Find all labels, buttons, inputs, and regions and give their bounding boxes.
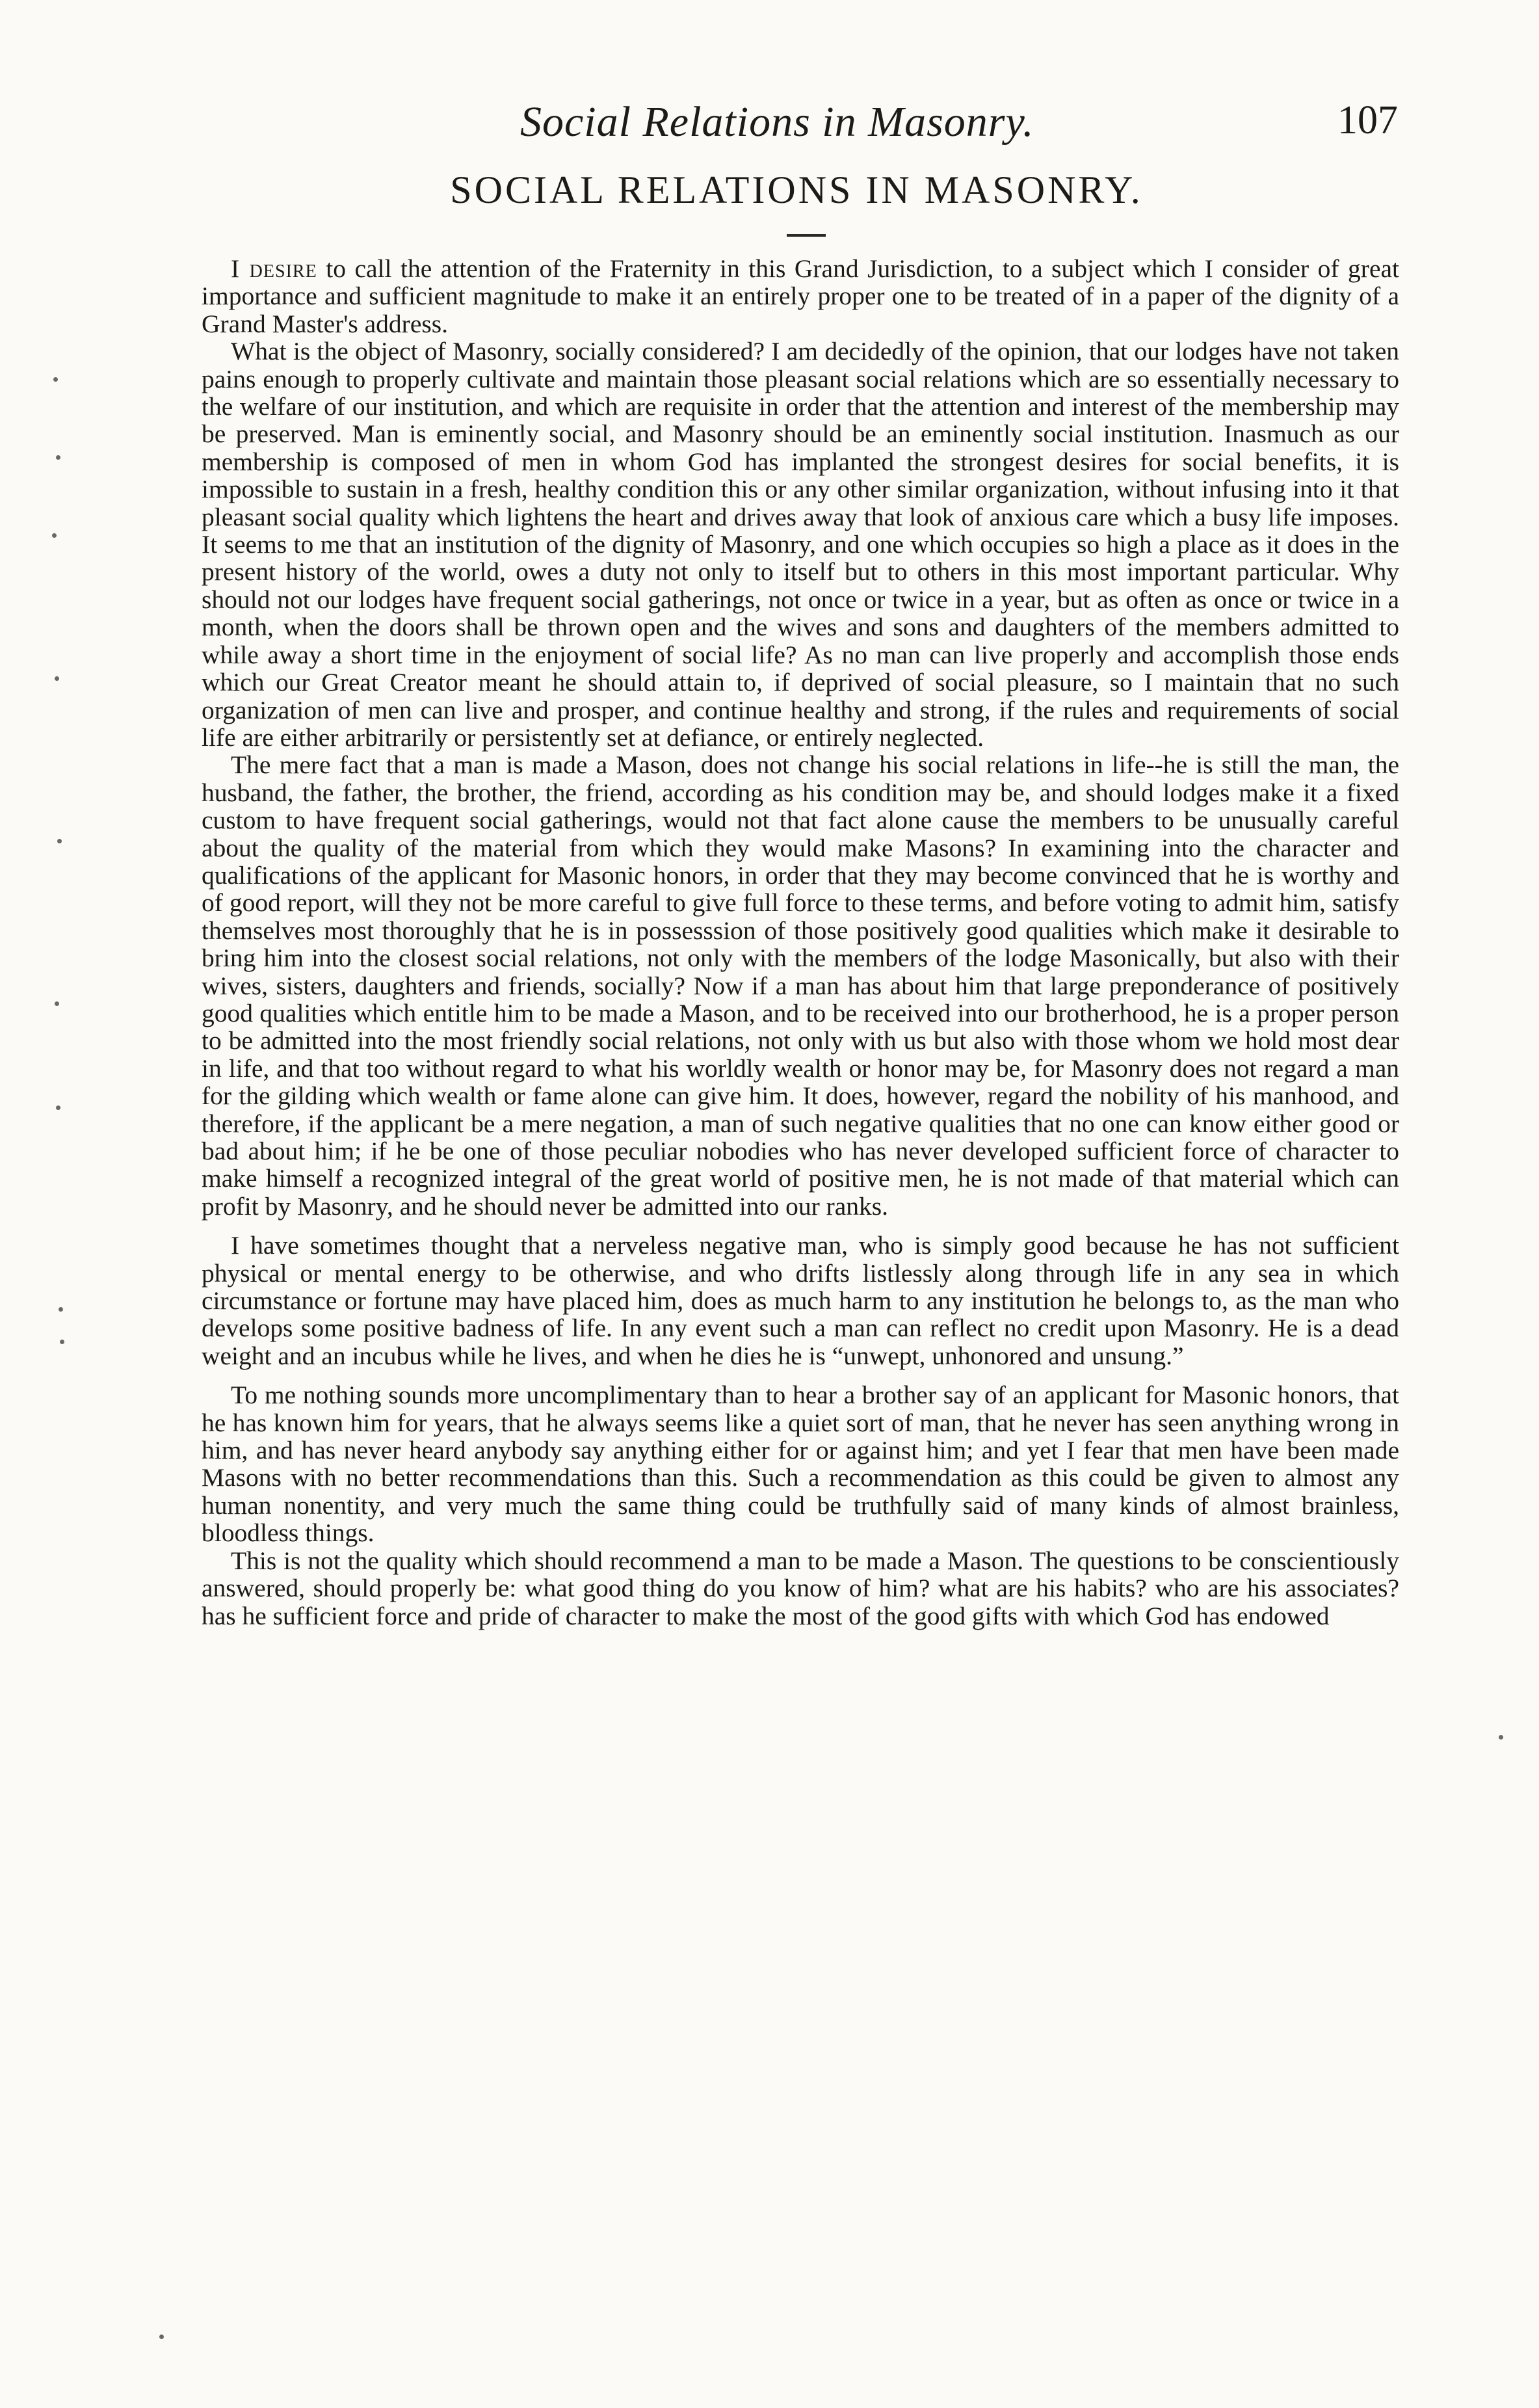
paragraph-text: This is not the quality which should recommend a man to be made a Mason. The questions to be conscientiously answered, should properly be: what good thing do you know of him? what are his habits? who are his associates? has he sufficient force and pride of character to make the most of the good gifts with which God has endowed: [202, 1546, 1399, 1630]
margin-speck: [1499, 1735, 1503, 1740]
paragraph-6: [202, 1547, 1399, 1630]
margin-speck: [53, 377, 58, 382]
article-title: SOCIAL RELATIONS IN MASONRY.: [450, 168, 1143, 211]
paragraph-text: To me nothing sounds more uncomplimentary than to hear a brother say of an applicant for Masonic honors, that he has known him for years, that he always seems like a quiet sort of man, that he never has seen anything wrong in him, and has never heard anybody say anything either for or against him; and yet I fear that men have been made Masons with no better recommendations than this. Such a recommendation as this could be given to almost any human nonentity, and very much the same thing could be truthfully said of many kinds of almost brainless, bloodless things.: [202, 1381, 1399, 1548]
paragraph-text: What is the object of Masonry, socially considered? I am decidedly of the opinion, that our lodges have not taken pains enough to properly cultivate and maintain those pleasant social relations which are so essentially necessary to the welfare of our institution, and which are requisite in order that the attention and interest of the membership may be preserved. Man is eminently social, and Masonry should be an eminently social institution. Inasmuch as our membership is composed of men in whom God has implanted the strongest desires for social benefits, it is impossible to sustain in a fresh, healthy condition this or any other similar organization, without infusing into it that pleasant social quality which lightens the heart and drives away that look of anxious care which a busy life imposes. It seems to me that an institution of the dignity of Masonry, and one which occupies so high a place as it does in the present history of the world, owes a duty not only to itself but to others in this most important particular. Why should not our lodges have frequent social gatherings, not once or twice in a year, but as often as once or twice in a month, when the doors shall be thrown open and the wives and sons and daughters of the members admitted to while away a short time in the enjoyment of social life? As no man can live properly and accomplish those ends which our Great Creator meant he should attain to, if deprived of social pleasure, so I maintain that no such organization of men can live and prosper, and continue healthy and strong, if the rules and requirements of social life are either arbitrarily or persistently set at defiance, or entirely neglected.: [202, 337, 1399, 752]
paragraph-text: I have sometimes thought that a nerveless negative man, who is simply good because he has not sufficient physical or mental energy to be otherwise, and who drifts listlessly along through life in any sea in which circumstance or fortune may have placed him, does as much harm to any institution he belongs to, as the man who develops some positive badness of life. In any event such a man can reflect no credit upon Masonry. He is a dead weight and an incubus while he lives, and when he dies he is “unwept, unhonored and unsung.”: [202, 1231, 1399, 1370]
paragraph-text: The mere fact that a man is made a Mason, does not change his social relations in life--he is still the man, the husband, the father, the brother, the friend, according as his condition may be, and should lodges make it a fixed custom to have frequent social gatherings, would not that fact alone cause the members to be unusually careful about the quality of the material from which they would make Masons? In examining into the character and qualifications of the applicant for Masonic honors, in order that they may become convinced that he is worthy and of good report, will they not be more careful to give full force to these terms, and before voting to admit him, satisfy themselves most thoroughly that he is in possesssion of those positively good qualities which make it desirable to bring him into the closest social relations, not only with the members of the lodge Masonically, but also with their wives, sisters, daughters and friends, socially? Now if a man has about him that large preponderance of positively good qualities which entitle him to be made a Mason, and to be received into our brotherhood, he is a proper person to be admitted into the most friendly social relations, not only with us but also with those whom we hold most dear in life, and that too without regard to what his worldly wealth or honor may be, for Masonry does not regard a man for the gilding which wealth or fame alone can give him. It does, however, regard the nobility of his manhood, and therefore, if the applicant be a mere negation, a man of such negative qualities that no one can know either good or bad about him; if he be one of those peculiar nobodies who has never developed sufficient force of character to make himself a recognized integral of the great world of positive men, he is not made of that material which can profit by Masonry, and he should never be admitted into our ranks.: [202, 750, 1399, 1221]
margin-speck: [60, 1340, 64, 1344]
paragraph-1: [202, 255, 1399, 337]
title-divider: [787, 234, 826, 237]
margin-speck: [56, 1105, 60, 1110]
running-head: [195, 98, 1398, 156]
paragraph-5: [202, 1381, 1399, 1546]
margin-speck: [52, 533, 57, 538]
article-body: [202, 255, 1399, 1630]
margin-speck: [55, 676, 59, 681]
page-number: 107: [1337, 98, 1398, 142]
paragraph-2: [202, 337, 1399, 751]
margin-speck: [55, 1001, 59, 1006]
paragraph-4: [202, 1232, 1399, 1369]
margin-speck: [57, 839, 62, 843]
paragraph-3: [202, 751, 1399, 1220]
margin-speck: [59, 1307, 63, 1312]
margin-speck: [56, 455, 60, 460]
margin-speck: [159, 2335, 164, 2339]
paragraph-text: to call the attention of the Fraternity in this Grand Jurisdiction, to a subject which I consider of great importance and sufficient magnitude to make it an entirely proper one to be treated of in a paper of the dignity of a Grand Master's address.: [202, 254, 1399, 338]
paragraph-lead-word: I desire: [231, 254, 317, 283]
running-title: Social Relations in Masonry.: [520, 98, 1034, 146]
